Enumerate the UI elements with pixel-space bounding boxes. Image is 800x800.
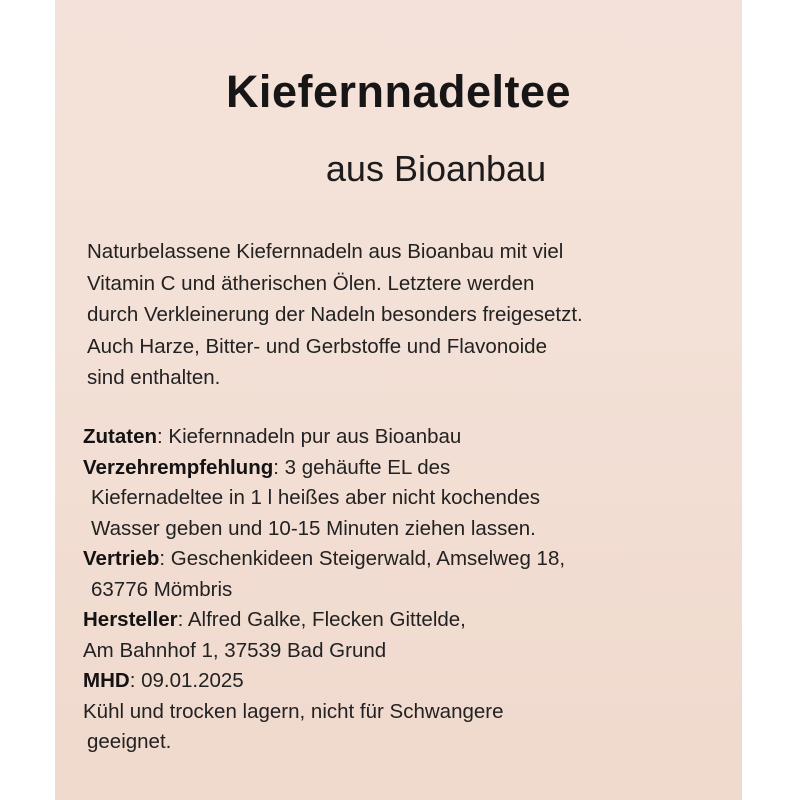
ingredients-row bbox=[83, 422, 723, 453]
storage-note: Kühl und trocken lagern, nicht für Schwangere bbox=[83, 699, 504, 723]
best-before-value: : 09.01.2025 bbox=[129, 669, 244, 692]
ingredients-value: : Kiefernnadeln pur aus Bioanbau bbox=[157, 425, 462, 448]
recommendation-line-3: Wasser geben und 10-15 Minuten ziehen lassen. bbox=[91, 516, 536, 540]
best-before-row bbox=[83, 666, 723, 697]
recommendation-value: : 3 gehäufte EL des bbox=[273, 455, 451, 479]
distribution-value: : Geschenkideen Steigerwald, Amselweg 18, bbox=[159, 547, 566, 570]
product-details bbox=[83, 422, 723, 758]
right-margin bbox=[742, 0, 800, 800]
ingredients-key: Zutaten bbox=[83, 425, 158, 448]
manufacturer-value: : Alfred Galke, Flecken Gittelde, bbox=[177, 608, 466, 631]
recommendation-line-2: Kiefernadeltee in 1 l heißes aber nicht kochendes bbox=[91, 486, 541, 509]
manufacturer-key: Hersteller bbox=[83, 608, 178, 631]
description-line: durch Verkleinerung der Nadeln besonders freigesetzt. bbox=[87, 303, 583, 326]
description-line: Vitamin C und ätherischen Ölen. Letztere werden bbox=[87, 271, 535, 295]
best-before-key: MHD bbox=[83, 669, 130, 692]
left-margin bbox=[0, 0, 55, 800]
distribution-line-2: 63776 Mömbris bbox=[91, 577, 233, 601]
description-line: Auch Harze, Bitter- und Gerbstoffe und Flavonoide bbox=[87, 334, 547, 358]
manufacturer-row bbox=[83, 605, 723, 636]
product-subtitle: aus Bioanbau bbox=[325, 148, 547, 189]
recommendation-key: Verzehrempfehlung bbox=[83, 455, 274, 479]
storage-note-line-2: geeignet. bbox=[87, 730, 172, 753]
product-description bbox=[87, 236, 717, 394]
distribution-key: Vertrieb bbox=[83, 547, 160, 570]
manufacturer-line-2: Am Bahnhof 1, 37539 Bad Grund bbox=[83, 638, 387, 662]
description-line: sind enthalten. bbox=[87, 366, 221, 389]
product-title: Kiefernnadeltee bbox=[225, 66, 572, 117]
recommendation-row bbox=[83, 453, 723, 484]
product-label bbox=[55, 0, 742, 800]
distribution-row bbox=[83, 544, 723, 575]
description-line: Naturbelassene Kiefernnadeln aus Bioanbau mit viel bbox=[87, 240, 564, 263]
